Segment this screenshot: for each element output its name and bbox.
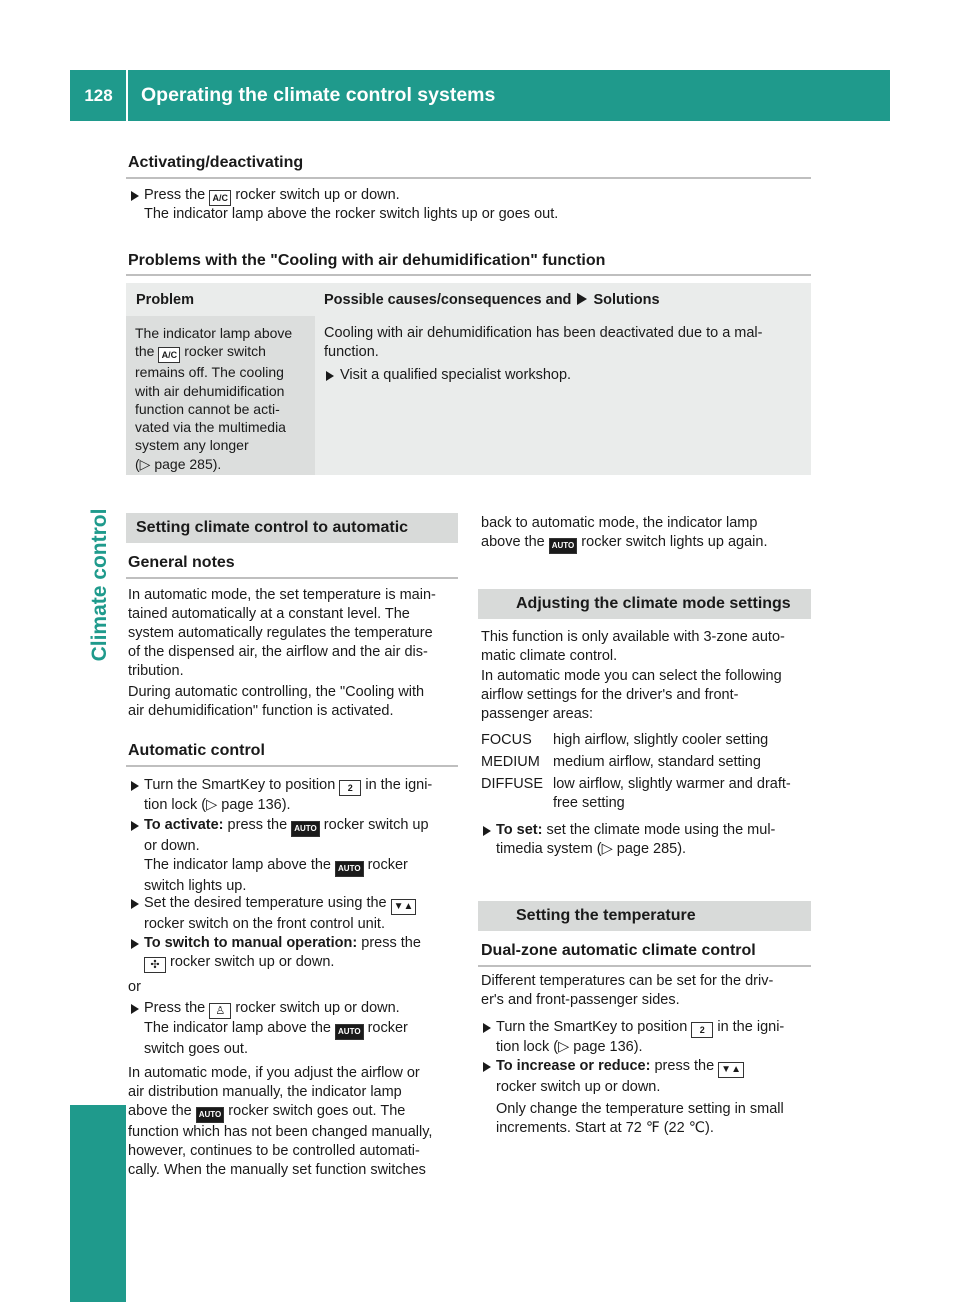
temperature-p1: Different temperatures can be set for the driv- er's and front-passenger sides. (481, 973, 774, 1008)
climate-mode-p1: This function is only available with 3-zone auto- matic climate control. (481, 629, 785, 664)
page-ref-icon: ▷ (601, 841, 613, 857)
rule (478, 965, 811, 967)
mode-definition: low airflow, slightly warmer and draft- (553, 776, 791, 792)
step-arrow-icon (483, 1062, 491, 1072)
heading-problems: Problems with the "Cooling with air dehumidification" function (128, 252, 606, 269)
mode-term: FOCUS (481, 732, 532, 748)
activating-step: Press the A/C rocker switch up or down. (144, 186, 400, 206)
auto-step-3: Set the desired temperature using the ▼▲ rocker switch on the front control unit. (144, 894, 416, 934)
position-2-icon: 2 (339, 780, 361, 796)
general-notes-p1: In automatic mode, the set temperature is main- tained automatically at a constant level. The system automatically regulates the temperature of the dispensed air, the airflow and the air dis- tribution. (128, 587, 436, 679)
auto-button-icon: AUTO (549, 538, 578, 554)
mode-term: DIFFUSE (481, 776, 544, 792)
ac-button-icon: A/C (158, 347, 180, 363)
rule (126, 177, 811, 179)
col-causes: Possible causes/consequences and Solutions (324, 292, 660, 308)
side-tab-label: Climate control (88, 508, 111, 662)
side-tab (80, 470, 120, 700)
position-2-icon: 2 (691, 1022, 713, 1038)
section-climate-mode: Adjusting the climate mode settings (478, 589, 811, 619)
temperature-step-1: Turn the SmartKey to position 2 in the igni- tion lock (▷ page 136). (496, 1019, 785, 1055)
heading-dual-zone: Dual-zone automatic climate control (481, 942, 756, 959)
airflow-fan-icon: ✣ (144, 957, 166, 973)
step-arrow-icon (131, 939, 139, 949)
mode-term: MEDIUM (481, 754, 540, 770)
activating-result: The indicator lamp above the rocker switch lights up or goes out. (144, 206, 559, 222)
climate-mode-step: To set: set the climate mode using the mul- timedia system (▷ page 285). (496, 822, 776, 857)
solutions-arrow-icon (577, 293, 587, 305)
auto-step-5: Press the ♙ rocker switch up or down. The indicator lamp above the AUTO rocker switch goes out. (144, 1000, 408, 1057)
mode-definition: medium airflow, standard setting (553, 754, 761, 770)
problem-text: The indicator lamp above the A/C rocker switch remains off. The cooling with air dehumidification function cannot be acti- vated via the multimedia system any longer (▷ page 285). (135, 325, 293, 472)
header-divider (126, 70, 128, 121)
heading-general-notes: General notes (128, 554, 235, 571)
step-arrow-icon (131, 821, 139, 831)
auto-paragraph: In automatic mode, if you adjust the airflow or air distribution manually, the indicator lamp above the AUTO rocker switch goes out. The function which has not been changed manually, however, continues to be controlled automati- cally. When the manually set function switches (128, 1065, 433, 1178)
climate-mode-p2: In automatic mode you can select the following airflow settings for the driver's and front- passenger areas: (481, 668, 782, 722)
solution-text: Visit a qualified specialist workshop. (340, 367, 572, 383)
section-automatic: Setting climate control to automatic (126, 513, 458, 543)
step-arrow-icon (131, 191, 139, 201)
air-distribution-icon: ♙ (209, 1003, 231, 1019)
heading-automatic-control: Automatic control (128, 742, 265, 759)
step-arrow-icon (131, 899, 139, 909)
step-arrow-icon (483, 1023, 491, 1033)
section-temperature: Setting the temperature (478, 901, 811, 931)
rule (126, 765, 458, 767)
temperature-rocker-icon: ▼▲ (391, 899, 417, 915)
cause-text: Cooling with air dehumidification has been deactivated due to a mal- function. (324, 325, 763, 360)
step-arrow-icon (131, 781, 139, 791)
page-ref-icon: ▷ (558, 1039, 570, 1055)
step-arrow-icon (131, 1004, 139, 1014)
auto-button-icon: AUTO (196, 1107, 225, 1123)
auto-step-4: To switch to manual operation: press the ✣ rocker switch up or down. (144, 935, 421, 971)
auto-button-icon: AUTO (335, 1024, 364, 1040)
page-number: 128 (84, 86, 113, 105)
or-text: or (128, 979, 141, 995)
ac-button-icon: A/C (209, 190, 231, 206)
auto-step-2: To activate: press the AUTO rocker switch up or down. The indicator lamp above the AUTO rocker switch lights up. (144, 817, 429, 894)
auto-step-1: Turn the SmartKey to position 2 in the igni- tion lock (▷ page 136). (144, 777, 433, 813)
side-tab-block (70, 1105, 126, 1302)
step-arrow-icon (483, 826, 491, 836)
auto-button-icon: AUTO (335, 861, 364, 877)
page-ref-icon: ▷ (206, 797, 218, 813)
col-problem: Problem (136, 292, 195, 308)
temperature-step-2: To increase or reduce: press the ▼▲ rocker switch up or down. Only change the temperature setting in small increments. Start at 72 ℉ (22 ℃). (496, 1058, 784, 1136)
page-ref-icon: ▷ (139, 455, 151, 472)
page-title: Operating the climate control systems (141, 84, 496, 106)
auto-button-icon: AUTO (291, 821, 320, 837)
temperature-rocker-icon: ▼▲ (718, 1062, 744, 1078)
step-arrow-icon (326, 371, 334, 381)
auto-paragraph-continued: back to automatic mode, the indicator lamp above the AUTO rocker switch lights up again. (481, 514, 767, 554)
heading-activating: Activating/deactivating (128, 154, 304, 171)
general-notes-p2: During automatic controlling, the "Cooling with air dehumidification" function is activated. (128, 684, 425, 719)
mode-definition: free setting (553, 795, 625, 811)
mode-definition: high airflow, slightly cooler setting (553, 732, 769, 748)
rule (126, 274, 811, 276)
rule (126, 577, 458, 579)
